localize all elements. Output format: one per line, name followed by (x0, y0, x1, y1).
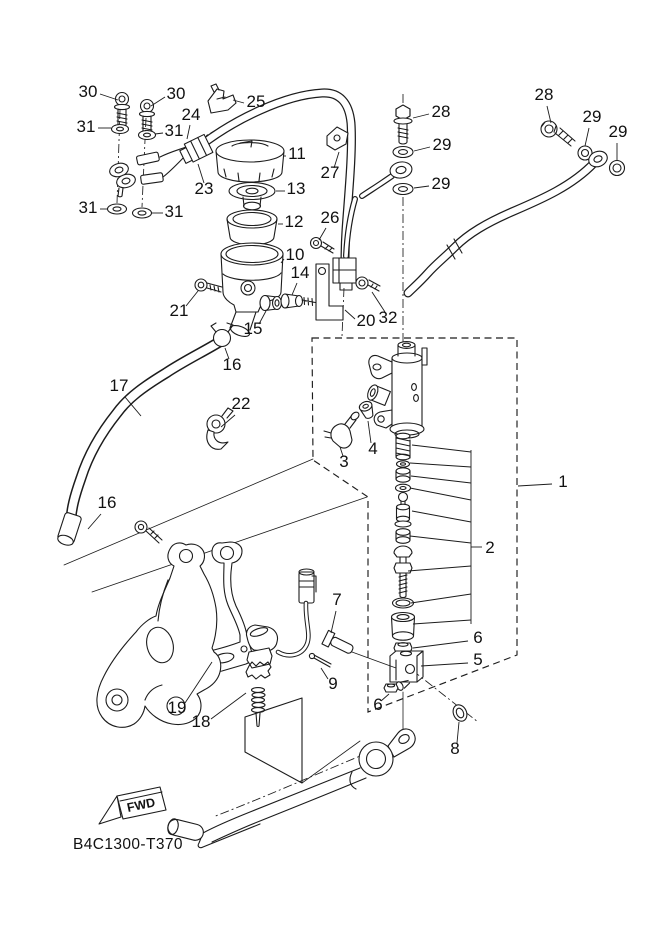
callout-leader-6-36 (413, 641, 468, 648)
joint-3 (324, 411, 361, 448)
callout-22-25[interactable]: 22 (231, 394, 251, 413)
screw-26 (311, 238, 335, 254)
callout-28-14[interactable]: 28 (431, 102, 451, 121)
callout-20-21[interactable]: 20 (356, 311, 376, 330)
callout-leader-29-16 (414, 186, 429, 188)
callout-16-33[interactable]: 16 (97, 493, 117, 512)
callout-3-29[interactable]: 3 (339, 452, 349, 471)
callout-23-6[interactable]: 23 (194, 179, 214, 198)
screw-30-left (115, 93, 130, 127)
callout-1-31[interactable]: 1 (558, 472, 568, 491)
o-ring-seal (393, 598, 414, 608)
callout-26-17[interactable]: 26 (320, 208, 340, 227)
callout-5-37[interactable]: 5 (473, 650, 483, 669)
callout-leader-30-1 (151, 97, 165, 106)
fwd-label: FWD (125, 795, 157, 815)
cup-seal-2 (396, 529, 410, 544)
callout-15-20[interactable]: 15 (243, 319, 263, 338)
callout-leader-24-4 (187, 125, 190, 139)
cotter-pin-9 (309, 653, 331, 667)
master-cylinder-body (366, 342, 427, 438)
callout-29-16[interactable]: 29 (431, 174, 451, 193)
union-bolt-28-column (389, 105, 413, 195)
callout-leader-29-27 (585, 128, 589, 146)
callout-leader-29-15 (414, 147, 430, 151)
washer-31-c (108, 204, 127, 214)
clevis-group (352, 643, 423, 742)
callout-31-11[interactable]: 31 (78, 198, 98, 217)
spring (396, 433, 410, 460)
callout-2-32[interactable]: 2 (485, 538, 495, 557)
callout-leader-26-17 (319, 228, 326, 240)
hose-clamp-25 (208, 84, 236, 113)
callout-28-26[interactable]: 28 (534, 85, 554, 104)
callout-32-22[interactable]: 32 (378, 308, 398, 327)
callout-29-15[interactable]: 29 (432, 135, 452, 154)
callout-leader-1-31 (518, 484, 552, 486)
callout-leader-16-33 (88, 514, 101, 529)
screw-21 (195, 279, 222, 292)
diaphragm-12 (227, 210, 277, 245)
piston (395, 493, 411, 528)
callout-14-18[interactable]: 14 (290, 263, 310, 282)
reservoir-hose (56, 341, 221, 547)
callout-30-1[interactable]: 30 (166, 84, 186, 103)
reservoir-assembly (195, 140, 323, 347)
grommet-4 (358, 400, 376, 420)
banjo-fitting (108, 147, 188, 197)
hose-clamp-22 (207, 408, 233, 449)
hose-clamp-27 (327, 127, 348, 150)
connector (299, 569, 316, 603)
pushrod (394, 546, 412, 598)
washer-31-d (133, 208, 152, 218)
callout-leader-31-3 (155, 133, 163, 134)
callout-29-28[interactable]: 29 (608, 122, 628, 141)
callout-17-24[interactable]: 17 (109, 376, 129, 395)
callout-leader-18-41 (211, 693, 246, 719)
callout-27-13[interactable]: 27 (320, 163, 340, 182)
callout-31-3[interactable]: 31 (164, 121, 184, 140)
callout-leader-28-26 (547, 106, 551, 123)
washer-31-b (139, 131, 156, 140)
callout-8-39[interactable]: 8 (450, 739, 460, 758)
brake-light-switch-18 (246, 569, 316, 726)
diagram-code: B4C1300-T370 (73, 836, 183, 853)
callout-10-10[interactable]: 10 (285, 245, 305, 264)
callout-19-40[interactable]: 19 (167, 698, 187, 717)
callout-24-4[interactable]: 24 (181, 105, 201, 124)
callout-7-34[interactable]: 7 (332, 590, 342, 609)
section-panel (245, 698, 302, 783)
callout-9-35[interactable]: 9 (328, 674, 338, 693)
callout-leader-5-37 (421, 663, 468, 666)
callout-31-2[interactable]: 31 (76, 117, 96, 136)
clevis-pin-7 (322, 630, 356, 657)
bolt-32 (356, 277, 380, 291)
callout-6-38[interactable]: 6 (373, 695, 383, 714)
callout-13-8[interactable]: 13 (286, 179, 306, 198)
fwd-arrow (99, 787, 166, 824)
callout-31-12[interactable]: 31 (164, 202, 184, 221)
callout-leader-7-34 (331, 611, 336, 633)
piston-kit-column (392, 433, 415, 640)
screw-30-right (140, 100, 155, 133)
callout-29-27[interactable]: 29 (582, 107, 602, 126)
mount-screw (135, 521, 162, 543)
callout-30-0[interactable]: 30 (78, 82, 98, 101)
callout-12-9[interactable]: 12 (284, 212, 304, 231)
callout-6-36[interactable]: 6 (473, 628, 483, 647)
callout-4-30[interactable]: 4 (368, 439, 378, 458)
callout-16-23[interactable]: 16 (222, 355, 242, 374)
washer (396, 484, 411, 492)
nut-6-lower (384, 684, 398, 692)
callout-leader-14-18 (292, 283, 297, 295)
callout-leader-28-14 (413, 114, 429, 118)
reservoir-cap-11 (216, 140, 284, 182)
footrest-bracket (97, 543, 221, 727)
circlip (397, 461, 410, 467)
callout-25-5[interactable]: 25 (246, 92, 266, 111)
part-2-leader-lines (408, 445, 471, 624)
junction-block (333, 258, 356, 290)
washer-31-a (112, 125, 129, 134)
o-ring-8 (451, 703, 470, 724)
cup-seal (396, 468, 410, 482)
brake-pedal (166, 729, 415, 848)
callout-18-41[interactable]: 18 (191, 712, 211, 731)
boot (392, 613, 415, 641)
callout-leader-20-21 (345, 310, 355, 319)
callout-11-7[interactable]: 11 (288, 144, 306, 163)
callout-21-19[interactable]: 21 (169, 301, 189, 320)
callout-leader-9-35 (321, 668, 328, 679)
diaphragm-plate-13 (229, 183, 275, 210)
